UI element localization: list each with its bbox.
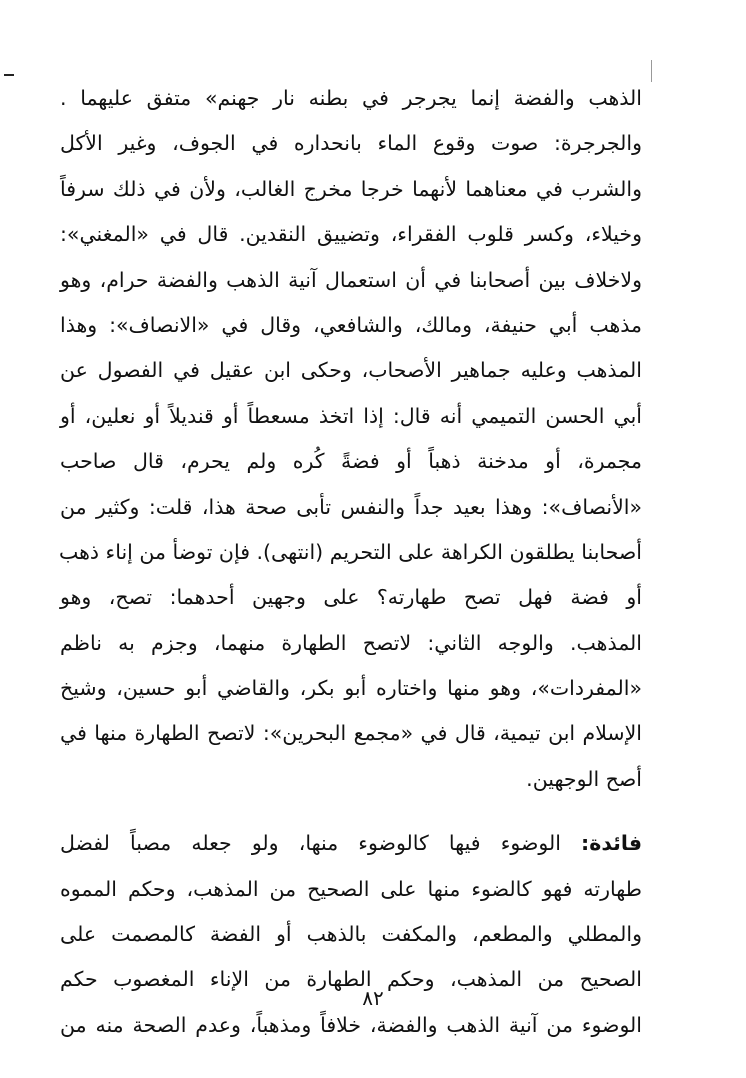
note-line-rest: الوضوء فيها كالوضوء منها، ولو جعله مصباً لفضل: [60, 831, 582, 856]
text-line: أصحابنا يطلقون الكراهة على التحريم (انتهى). فإن توضأ من إناء ذهب: [58, 539, 642, 564]
text-line: «المفردات»، وهو منها واختاره أبو بكر، والقاضي أبو حسين، وشيخ: [60, 676, 642, 701]
text-line: أصح الوجهين.: [526, 766, 642, 791]
text-line: أبي الحسن التميمي أنه قال: إذا اتخذ مسعطاً أو قنديلاً أو نعلين، أو: [60, 403, 642, 428]
column-rule: [651, 60, 652, 82]
paragraph-gap: [60, 802, 642, 821]
text-line: المذهب وعليه جماهير الأصحاب، وحكى ابن عقيل في الفصول عن: [60, 358, 642, 383]
text-line: «الأنصاف»: وهذا بعيد جداً والنفس تأبى صحة هذا، قلت: وكثير من: [60, 494, 642, 519]
text-body: [60, 76, 642, 1048]
paragraph-1: [60, 76, 642, 802]
text-line: والمطلي والمطعم، والمكفت بالذهب أو الفضة كالمصمت على: [60, 922, 642, 947]
text-line-with-label: [60, 821, 642, 866]
page-number: ٨٢: [362, 986, 384, 1010]
text-line: أو فضة فهل تصح طهارته؟ على وجهين أحدهما: تصح، وهو: [60, 585, 642, 610]
text-line: وخيلاء، وكسر قلوب الفقراء، وتضييق النقدين. قال في «المغني»:: [60, 222, 642, 247]
text-line: والشرب في معناهما لأنهما خرجا مخرج الغالب، ولأن في ذلك سرفاً: [60, 176, 642, 201]
margin-mark: [4, 74, 14, 76]
text-line: المذهب. والوجه الثاني: لاتصح الطهارة منهما، وجزم به ناظم: [60, 630, 642, 655]
note-label: فائدة:: [581, 831, 642, 856]
text-line: مجمرة، أو مدخنة ذهباً أو فضةً كُره ولم يحرم، قال صاحب: [60, 449, 642, 474]
text-line: الذهب والفضة إنما يجرجر في بطنه نار جهنم» متفق عليهما .: [60, 86, 642, 110]
text-line: الوضوء من آنية الذهب والفضة، خلافاً ومذهباً، وعدم الصحة منه من: [60, 1012, 642, 1037]
text-line: طهارته فهو كالضوء منها على الصحيح من المذهب، وحكم المموه: [60, 876, 642, 901]
text-line: الصحيح من المذهب، وحكم الطهارة من الإناء المغصوب حكم: [60, 967, 642, 992]
text-line: والجرجرة: صوت وقوع الماء بانحداره في الجوف، وغير الأكل: [60, 131, 642, 156]
text-line: الإسلام ابن تيمية، قال في «مجمع البحرين»: لاتصح الطهارة منها في: [60, 721, 642, 746]
paragraph-2: [60, 821, 642, 1048]
text-line: مذهب أبي حنيفة، ومالك، والشافعي، وقال في «الانصاف»: وهذا: [60, 312, 642, 337]
text-line: ولاخلاف بين أصحابنا في أن استعمال آنية الذهب والفضة حرام، وهو: [60, 267, 642, 292]
